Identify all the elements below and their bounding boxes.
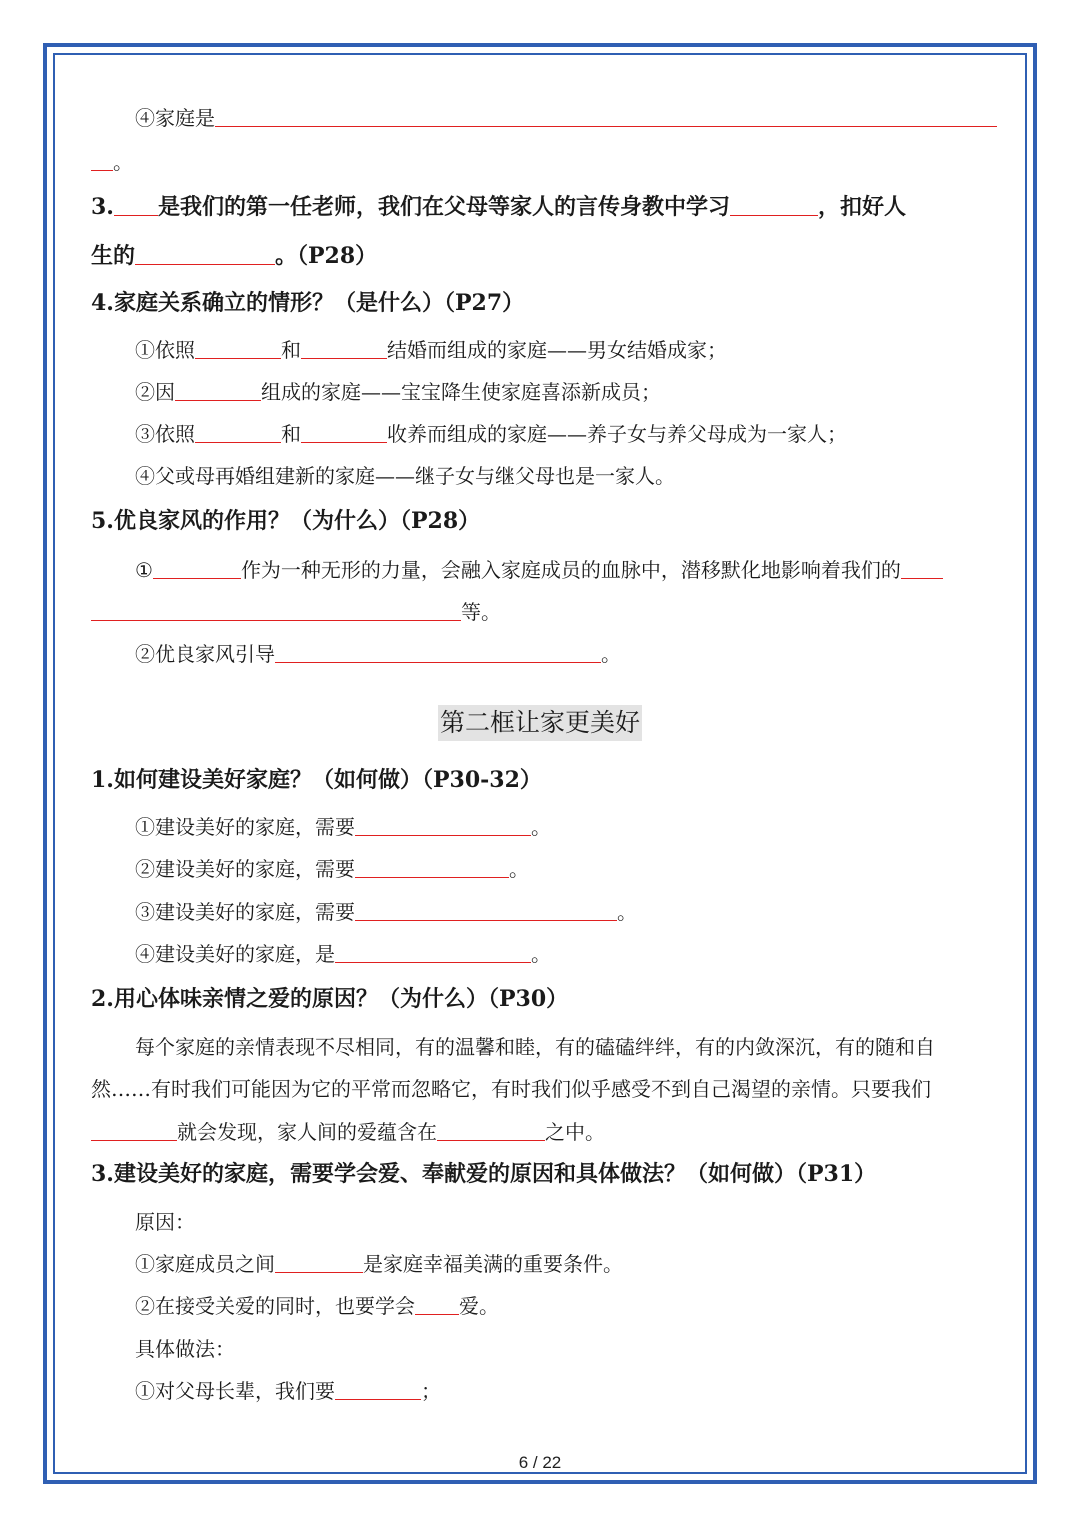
item-text: 和	[281, 338, 301, 362]
reason-item1	[135, 1250, 623, 1278]
item-text: ②优良家风引导	[135, 642, 275, 666]
fill-blank[interactable]	[275, 1250, 363, 1273]
question-4-item2	[135, 378, 661, 406]
family-definition-text: ④家庭是	[135, 106, 215, 130]
item-text: 是家庭幸福美满的重要条件。	[363, 1252, 623, 1276]
fill-blank[interactable]	[91, 1118, 177, 1141]
question-4-item1	[135, 336, 727, 364]
question-5-item2	[135, 640, 621, 668]
page-number: 6 / 22	[518, 1453, 562, 1472]
fill-blank[interactable]	[730, 193, 818, 216]
question-text: 生的	[91, 243, 136, 269]
item-text: ①	[135, 558, 153, 582]
fill-blank[interactable]	[355, 813, 531, 836]
item-text: 等。	[461, 600, 501, 624]
fill-blank[interactable]	[195, 420, 281, 443]
item-text: 。	[531, 815, 551, 839]
item-text: 爱。	[459, 1294, 499, 1318]
fill-blank[interactable]	[175, 378, 261, 401]
fill-blank[interactable]	[301, 336, 387, 359]
item-text: 。	[601, 642, 621, 666]
item-text: ①建设美好的家庭，需要	[135, 815, 355, 839]
question-4-title: 4.家庭关系确立的情形？（是什么）（P27）	[91, 290, 525, 316]
item-text: 作为一种无形的力量，会融入家庭成员的血脉中，潜移默化地影响着我们的	[240, 558, 901, 582]
section-heading: 第二框让家更美好	[438, 705, 642, 741]
s2-question-2-para-line2: 然……有时我们可能因为它的平常而忽略它，有时我们似乎感受不到自己渴望的亲情。只要我们	[91, 1077, 931, 1101]
item-text: ①对父母长辈，我们要	[135, 1379, 335, 1403]
fill-blank[interactable]	[91, 148, 113, 171]
item-text: 组成的家庭——宝宝降生使家庭喜添新成员；	[261, 380, 661, 404]
item-text: 收养而组成的家庭——养子女与养父母成为一家人；	[387, 422, 847, 446]
item-text: ④建设美好的家庭，是	[135, 942, 335, 966]
s2-question-1-title: 1.如何建设美好家庭？（如何做）（P30-32）	[91, 767, 542, 793]
item-text: ①依照	[135, 338, 195, 362]
fill-blank[interactable]	[335, 1377, 421, 1400]
fill-blank[interactable]	[335, 940, 531, 963]
fill-blank[interactable]	[355, 855, 509, 878]
fill-blank[interactable]	[437, 1118, 545, 1141]
fill-blank[interactable]	[275, 640, 601, 663]
fill-blank[interactable]	[355, 898, 617, 921]
fill-blank[interactable]	[153, 556, 241, 579]
question-text: ，扣好人	[817, 194, 906, 220]
s2-question-2-para-line3	[91, 1118, 605, 1146]
method-label: 具体做法：	[135, 1337, 235, 1361]
period: 。	[113, 150, 133, 174]
item-text: 结婚而组成的家庭——男女结婚成家；	[387, 338, 727, 362]
question-text: 是我们的第一任老师，我们在父母等家人的言传身教中学习	[157, 194, 730, 220]
item-text: 。	[531, 942, 551, 966]
item-text: 。	[509, 857, 529, 881]
s2-question-2-para-line1: 每个家庭的亲情表现不尽相同，有的温馨和睦，有的磕磕绊绊，有的内敛深沉，有的随和自	[135, 1035, 935, 1059]
question-5-title: 5.优良家风的作用？（为什么）（P28）	[91, 508, 481, 534]
s2-question-1-item4	[135, 940, 551, 968]
fill-blank[interactable]	[415, 1292, 459, 1315]
question-3-line1	[91, 193, 906, 221]
fill-blank[interactable]	[195, 336, 281, 359]
item-text: 。	[617, 900, 637, 924]
fill-blank[interactable]	[114, 193, 158, 216]
question-number: 3.	[91, 194, 114, 220]
fill-blank[interactable]	[91, 598, 461, 621]
item-text: ②在接受关爱的同时，也要学会	[135, 1294, 415, 1318]
s2-question-1-item3	[135, 898, 637, 926]
reason-label: 原因：	[135, 1210, 195, 1234]
s2-question-1-item1	[135, 813, 551, 841]
s2-question-1-item2	[135, 855, 529, 883]
question-5-item1	[135, 556, 943, 584]
question-4-item4: ④父或母再婚组建新的家庭——继子女与继父母也是一家人。	[135, 464, 675, 488]
item-text: 之中。	[545, 1120, 605, 1144]
s2-question-2-title: 2.用心体味亲情之爱的原因？（为什么）（P30）	[91, 986, 569, 1012]
fill-blank[interactable]	[301, 420, 387, 443]
s2-question-3-title: 3.建设美好的家庭，需要学会爱、奉献爱的原因和具体做法？（如何做）（P31）	[91, 1161, 877, 1187]
question-5-item1-cont	[91, 598, 501, 626]
fill-blank[interactable]	[901, 556, 943, 579]
question-3-line2	[91, 242, 377, 270]
question-text: 。（P28）	[275, 243, 378, 269]
item-text: ；	[421, 1379, 441, 1403]
item-text: ③建设美好的家庭，需要	[135, 900, 355, 924]
fill-blank[interactable]	[135, 242, 275, 265]
fill-blank[interactable]	[215, 104, 997, 127]
family-definition-line	[135, 104, 997, 132]
family-definition-line-cont	[91, 148, 133, 176]
question-4-item3	[135, 420, 847, 448]
item-text: ①家庭成员之间	[135, 1252, 275, 1276]
item-text: 和	[281, 422, 301, 446]
item-text: ②建设美好的家庭，需要	[135, 857, 355, 881]
method-item1	[135, 1377, 441, 1405]
item-text: ②因	[135, 380, 175, 404]
item-text: ③依照	[135, 422, 195, 446]
item-text: 就会发现，家人间的爱蕴含在	[177, 1120, 437, 1144]
reason-item2	[135, 1292, 499, 1320]
